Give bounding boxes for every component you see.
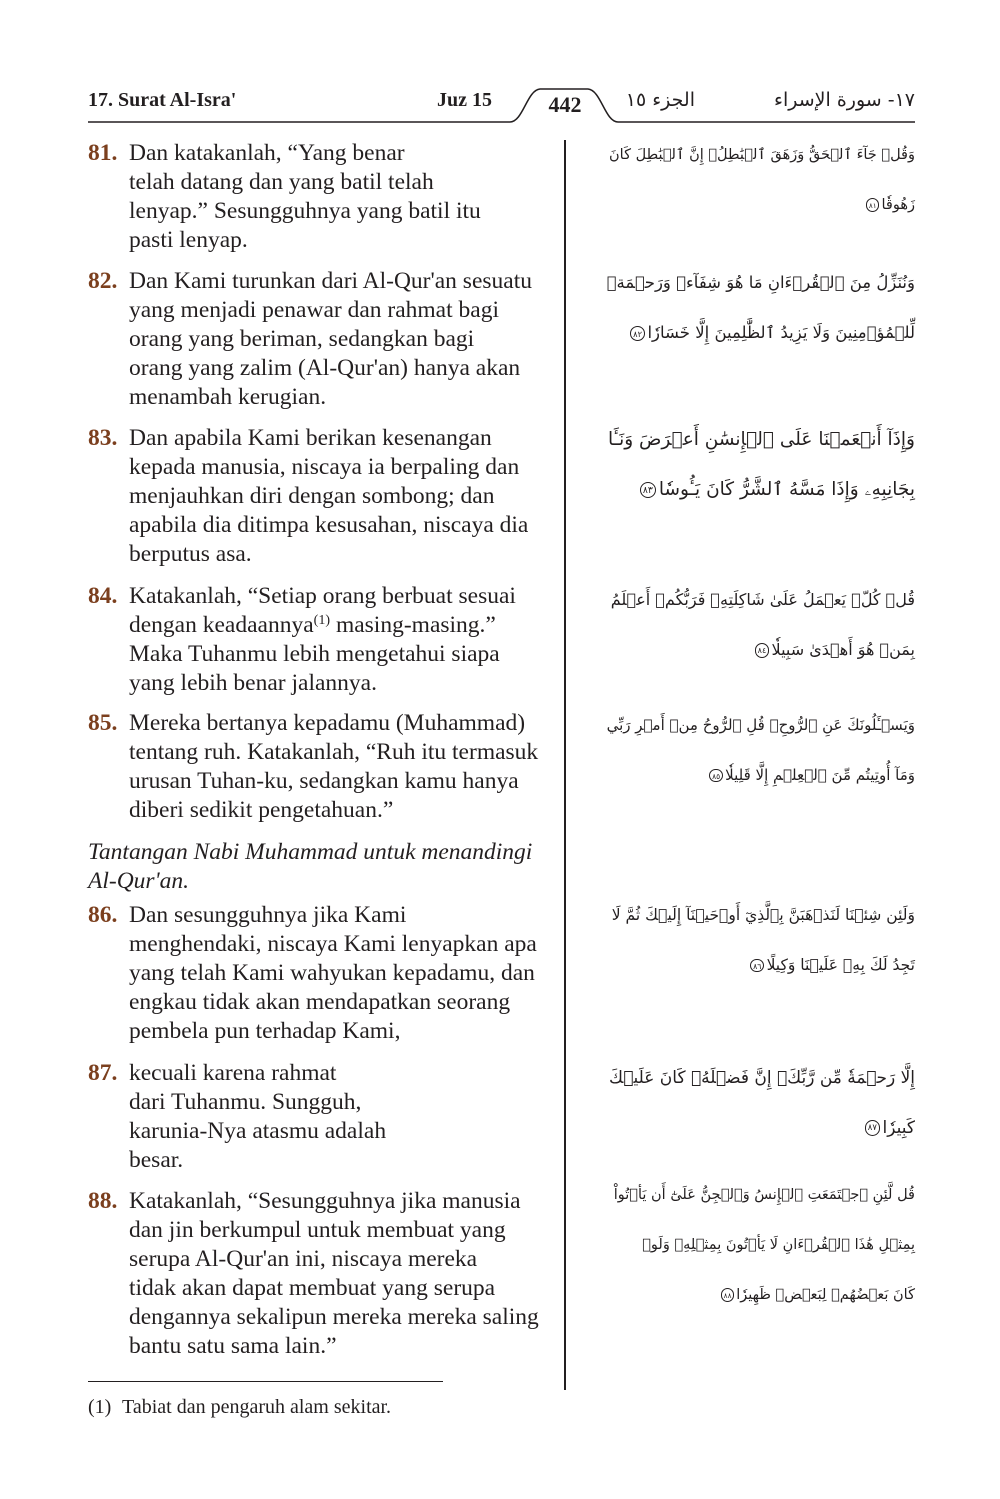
translation-line: berputus asa. — [129, 541, 252, 567]
verse-85-arabic — [605, 700, 915, 800]
verse-number: 87. — [88, 1060, 118, 1086]
footnote-reference: (1) — [313, 612, 331, 629]
translation-line: dari Tuhanmu. Sungguh, — [129, 1089, 362, 1115]
juz-arabic-label: الجزء ١٥ — [625, 89, 695, 111]
translation-line: Maka Tuhanmu lebih mengetahui siapa — [129, 641, 500, 667]
ayah-number-marker: ٨٨ — [721, 1288, 734, 1301]
verse-86-arabic — [605, 890, 915, 990]
section-heading — [88, 838, 532, 896]
translation-text — [129, 901, 560, 1046]
ayah-number-marker: ٨٦ — [750, 959, 764, 973]
page-number: 442 — [548, 92, 582, 117]
arabic-line — [750, 940, 915, 990]
translation-line: engkau tidak akan mendapatkan seorang — [129, 989, 511, 1015]
surah-label: 17. Surat Al-Isra' — [88, 89, 237, 111]
arabic-line: وَيَسۡـَٔلُونَكَ عَنِ ٱلرُّوحِۖ قُلِ ٱلرُّوحُ مِنۡ أَمۡرِ رَبِّي — [606, 716, 915, 734]
arabic-line — [630, 308, 915, 358]
translation-line: tentang ruh. Katakanlah, “Ruh itu termasuk — [129, 739, 539, 765]
translation-text — [129, 709, 560, 825]
verse-number: 88. — [88, 1188, 118, 1214]
translation-line: menjauhkan diri dengan sombong; dan — [129, 483, 495, 509]
ayah-number-marker: ٨١ — [866, 198, 879, 211]
verse-82-translation — [88, 267, 560, 412]
arabic-line-text: تَجِدُ لَكَ بِهِۦ عَلَيۡنَا وَكِيلًا — [766, 956, 915, 974]
arabic-line: بِمِثۡلِ هَٰذَا ٱلۡقُرۡءَانِ لَا يَأۡتُونَ بِمِثۡلِهِۦ وَلَوۡ — [642, 1237, 915, 1253]
translation-text — [129, 139, 560, 255]
verse-number: 85. — [88, 710, 118, 736]
arabic-line — [640, 465, 915, 515]
translation-line — [129, 611, 496, 640]
arabic-line — [709, 750, 915, 800]
verse-number: 84. — [88, 583, 118, 609]
arabic-line: قُلۡ كُلّٞ يَعۡمَلُ عَلَىٰ شَاكِلَتِهِۦ فَرَبُّكُمۡ أَعۡلَمُ — [610, 590, 915, 609]
translation-line: serupa Al-Qur'an ini, niscaya mereka — [129, 1246, 478, 1272]
arabic-line-text: كَانَ بَعۡضُهُمۡ لِبَعۡضٖ ظَهِيرٗا — [736, 1287, 915, 1303]
arabic-line: وَلَئِن شِئۡنَا لَنَذۡهَبَنَّ بِٱلَّذِيٓ أَوۡحَيۡنَآ إِلَيۡكَ ثُمَّ لَا — [611, 906, 915, 924]
footnote-text: Tabiat dan pengaruh alam sekitar. — [122, 1396, 392, 1418]
verse-83-arabic — [605, 415, 915, 515]
arabic-line-text: زَهُوقٗا — [881, 197, 915, 213]
column-divider — [564, 140, 566, 1390]
arabic-line — [721, 1270, 915, 1320]
ayah-number-marker: ٨٥ — [709, 769, 723, 783]
translation-line: orang yang beriman, sedangkan bagi — [129, 326, 475, 352]
translation-line: menambah kerugian. — [129, 384, 327, 410]
translation-line-text: masing-masing.” — [330, 612, 496, 638]
verse-number: 81. — [88, 140, 118, 166]
translation-line: Dan sesungguhnya jika Kami — [129, 902, 407, 928]
arabic-line-text: بِجَانِبِهِۦ وَإِذَا مَسَّهُ ٱلشَّرُّ كَانَ يَـُٔوسٗا — [658, 479, 915, 500]
verse-87-translation — [88, 1059, 560, 1175]
ayah-number-marker: ٨٢ — [630, 326, 645, 341]
translation-line-text: dengan keadaannya — [129, 612, 314, 638]
translation-line: dan jin berkumpul untuk membuat yang — [129, 1217, 506, 1243]
translation-line: Katakanlah, “Sesungguhnya jika manusia — [129, 1188, 521, 1214]
verse-84-arabic — [605, 575, 915, 675]
translation-line: dengannya sekalipun mereka mereka saling — [129, 1304, 539, 1330]
translation-text — [129, 424, 560, 569]
translation-line: tidak akan dapat membuat yang serupa — [129, 1275, 496, 1301]
translation-text — [129, 582, 560, 698]
translation-line: yang menjadi penawar dan rahmat bagi — [129, 297, 499, 323]
verse-number: 83. — [88, 425, 118, 451]
translation-line: diberi sedikit pengetahuan.” — [129, 797, 394, 823]
arabic-line-text: بِمَنۡ هُوَ أَهۡدَىٰ سَبِيلٗا — [771, 640, 915, 659]
translation-line: besar. — [129, 1147, 184, 1173]
arabic-line: وَنُنَزِّلُ مِنَ ٱلۡقُرۡءَانِ مَا هُوَ شِفَآءٞ وَرَحۡمَةٞ — [606, 273, 915, 292]
arabic-line: وَقُلۡ جَآءَ ٱلۡحَقُّ وَزَهَقَ ٱلۡبَٰطِلُۚ إِنَّ ٱلۡبَٰطِلَ كَانَ — [609, 147, 915, 163]
verse-82-arabic — [605, 258, 915, 358]
header-rule — [0, 0, 1000, 140]
translation-line: telah datang dan yang batil telah — [129, 169, 434, 195]
translation-line: apabila dia ditimpa kesusahan, niscaya dia — [129, 512, 529, 538]
translation-line: kecuali karena rahmat — [129, 1060, 337, 1086]
footnote-rule — [88, 1381, 443, 1382]
footnote-marker: (1) — [88, 1396, 112, 1418]
verse-81-translation — [88, 139, 560, 255]
verse-87-arabic — [605, 1053, 915, 1153]
translation-line: Mereka bertanya kepadamu (Muhammad) — [129, 710, 526, 736]
translation-text — [129, 1187, 560, 1361]
translation-line: bantu satu sama lain.” — [129, 1333, 337, 1359]
verse-86-translation — [88, 901, 560, 1046]
arabic-line — [865, 1103, 915, 1153]
translation-line: kepada manusia, niscaya ia berpaling dan — [129, 454, 520, 480]
translation-line: orang yang zalim (Al-Qur'an) hanya akan — [129, 355, 521, 381]
ayah-number-marker: ٨٤ — [755, 643, 769, 657]
verse-88-translation — [88, 1187, 560, 1361]
arabic-line: إِلَّا رَحۡمَةٗ مِّن رَّبِّكَۚ إِنَّ فَضۡلَهُۥ كَانَ عَلَيۡكَ — [608, 1068, 915, 1088]
translation-text — [129, 267, 560, 412]
juz-label: Juz 15 — [437, 89, 492, 111]
translation-line: Dan katakanlah, “Yang benar — [129, 140, 405, 166]
footnote — [88, 1395, 391, 1419]
ayah-number-marker: ٨٣ — [640, 482, 657, 499]
arabic-line — [866, 180, 915, 230]
translation-line: menghendaki, niscaya Kami lenyapkan apa — [129, 931, 537, 957]
translation-line: Dan apabila Kami berikan kesenangan — [129, 425, 492, 451]
arabic-line: قُل لَّئِنِ ٱجۡتَمَعَتِ ٱلۡإِنسُ وَٱلۡجِنُّ عَلَىٰٓ أَن يَأۡتُواْ — [613, 1187, 915, 1203]
translation-line: pasti lenyap. — [129, 227, 248, 253]
verse-83-translation — [88, 424, 560, 569]
arabic-line-text: وَمَآ أُوتِيتُم مِّنَ ٱلۡعِلۡمِ إِلَّا قَلِيلٗا — [725, 766, 915, 784]
arabic-line — [755, 625, 915, 675]
translation-line: lenyap.” Sesungguhnya yang batil itu — [129, 198, 481, 224]
translation-line: Katakanlah, “Setiap orang berbuat sesuai — [129, 583, 516, 609]
verse-84-translation — [88, 582, 560, 698]
translation-line: pembela pun terhadap Kami, — [129, 1018, 401, 1044]
arabic-line-text: لِّلۡمُؤۡمِنِينَ وَلَا يَزِيدُ ٱلظَّٰلِمِينَ إِلَّا خَسَارٗا — [647, 323, 915, 342]
verse-number: 82. — [88, 268, 118, 294]
verse-number: 86. — [88, 902, 118, 928]
arabic-line: وَإِذَآ أَنۡعَمۡنَا عَلَى ٱلۡإِنسَٰنِ أَعۡرَضَ وَنَـَٔا — [608, 429, 915, 450]
section-heading-line: Al-Qur'an. — [88, 868, 189, 894]
translation-line: urusan Tuhan-ku, sedangkan kamu hanya — [129, 768, 519, 794]
translation-line: yang telah Kami wahyukan kepadamu, dan — [129, 960, 535, 986]
translation-line: yang lebih benar jalannya. — [129, 670, 377, 696]
verse-88-arabic — [605, 1170, 915, 1320]
verse-81-arabic — [605, 130, 915, 230]
ayah-number-marker: ٨٧ — [865, 1120, 880, 1135]
translation-line: karunia-Nya atasmu adalah — [129, 1118, 387, 1144]
verse-85-translation — [88, 709, 560, 825]
translation-line: Dan Kami turunkan dari Al-Qur'an sesuatu — [129, 268, 532, 294]
surah-arabic-label: ١٧- سورة الإسراء — [774, 89, 915, 111]
translation-text — [129, 1059, 560, 1175]
arabic-line-text: كَبِيرٗا — [882, 1118, 915, 1138]
section-heading-line: Tantangan Nabi Muhammad untuk menandingi — [88, 839, 533, 865]
